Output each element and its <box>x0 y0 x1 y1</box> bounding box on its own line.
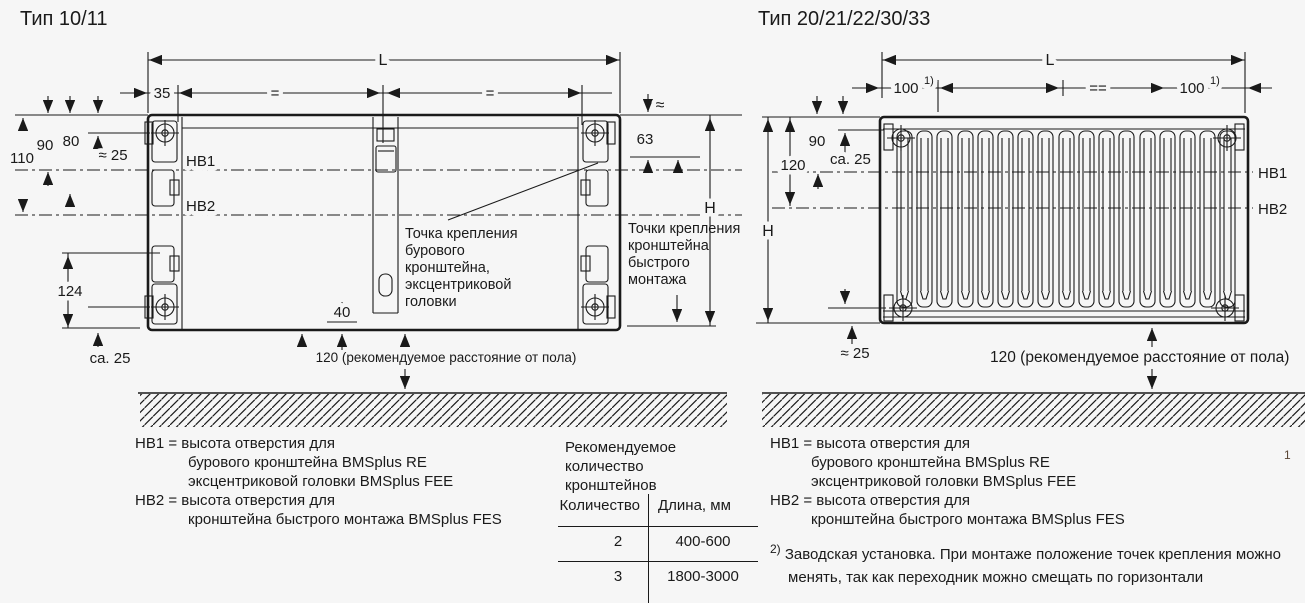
table-title: Рекомендуемое количество кронштейнов <box>565 439 677 494</box>
footnote2-marker: 2) <box>770 542 781 556</box>
dim-approx-label: ≈ <box>655 97 665 114</box>
dim-63-label: 63 <box>636 131 654 148</box>
footnote-2 <box>770 538 1281 589</box>
dim-40-label: 40 <box>333 304 351 321</box>
dim-ca25-label: ca. 25 <box>89 350 131 367</box>
callout-leader-line <box>448 163 598 220</box>
dim-H-label: H <box>762 223 774 240</box>
note-line: бурового кронштейна BMSplus RE <box>811 454 1050 471</box>
note-line: кронштейна быстрого монтажа BMSplus FES <box>188 511 502 528</box>
note-line: HB2 = высота отверстия для <box>770 492 970 509</box>
dim-90-label: 90 <box>36 137 54 154</box>
table-rule <box>558 561 758 562</box>
table-cell: 2 <box>613 533 623 550</box>
svg-text:монтажа: монтажа <box>628 272 687 288</box>
dim-ca25-label: ca. 25 <box>830 151 871 168</box>
table-rule <box>558 526 758 527</box>
svg-text:кронштейна: кронштейна <box>628 238 709 254</box>
svg-text:Точки крепления: Точки крепления <box>628 221 741 237</box>
dim-approx25-label: ≈ 25 <box>98 147 128 164</box>
callout-drill-bracket <box>405 226 518 310</box>
left-bracket-column <box>145 120 179 324</box>
floor-distance-note: 120 (рекомендуемое расстояние от пола) <box>315 350 577 365</box>
footnote2-line: менять, так как переходник можно смещать по горизонтали <box>788 569 1204 586</box>
dim-left-stack <box>23 96 98 212</box>
screw-icon <box>151 294 179 320</box>
dim-120-label: 120 <box>780 157 806 174</box>
note-line: HB1 = высота отверстия для <box>135 435 335 452</box>
table-header-length: Длина, мм <box>658 497 731 514</box>
footnote1-marker: 1) <box>924 75 934 87</box>
dim-bottom-left <box>68 253 342 350</box>
hb1-label: HB1 <box>1258 165 1288 182</box>
dim-100-label: 100 <box>893 80 919 97</box>
svg-text:эксцентриковой: эксцентриковой <box>405 277 512 293</box>
ground-hatch <box>762 393 1305 427</box>
table-cell: 1800-3000 <box>667 568 739 585</box>
screw-icon <box>151 120 179 146</box>
table-header-count: Количество <box>559 497 640 514</box>
hb2-label: HB2 <box>186 198 216 215</box>
dim-equal-label: = <box>270 85 280 102</box>
note-line: эксцентриковой головки BMSplus FEE <box>188 473 454 490</box>
table-cell: 3 <box>613 568 623 585</box>
dim-100-label: 100 <box>1179 80 1205 97</box>
hb1-label: HB1 <box>186 153 216 170</box>
note-line: кронштейна быстрого монтажа BMSplus FES <box>811 511 1125 528</box>
bracket-count-table <box>548 437 765 603</box>
corner-fixings <box>884 124 1244 321</box>
screw-icon <box>581 294 609 320</box>
svg-text:кронштейна,: кронштейна, <box>405 260 490 276</box>
page-edge-note: 1 <box>1284 448 1291 462</box>
note-line: HB1 = высота отверстия для <box>770 435 970 452</box>
svg-text:бурового: бурового <box>405 243 465 259</box>
footnote2-line: Заводская установка. При монтаже положение точек крепления можно <box>784 546 1282 563</box>
dim-90-label: 90 <box>808 133 826 150</box>
dim-80-label: 80 <box>62 133 80 150</box>
footnote1-marker: 1) <box>1210 75 1220 87</box>
dim-L-label: L <box>1045 52 1055 69</box>
dim-right-stack <box>620 94 742 326</box>
dim-approx25-label: ≈ 25 <box>840 345 870 362</box>
bracket-note-right <box>770 434 1125 529</box>
dim-equalequal-label: == <box>1089 80 1107 97</box>
radiator-fins <box>897 131 1235 307</box>
right-radiator-body <box>880 117 1248 323</box>
dim-left-stack <box>768 96 845 323</box>
left-radiator-body <box>148 115 620 330</box>
svg-text:быстрого: быстрого <box>628 255 690 271</box>
note-line: HB2 = высота отверстия для <box>135 492 335 509</box>
left-diagram-title: Тип 10/11 <box>20 8 108 30</box>
note-line: эксцентриковой головки BMSplus FEE <box>811 473 1077 490</box>
extension-lines <box>756 52 1245 323</box>
right-diagram-svg <box>750 40 1305 435</box>
dim-equal-label: = <box>485 85 495 102</box>
right-diagram-title: Тип 20/21/22/30/33 <box>758 8 931 30</box>
dim-H-label: H <box>704 200 716 217</box>
screw-icon <box>581 120 609 146</box>
floor-distance-note: 120 (рекомендуемое расстояние от пола) <box>990 349 1290 366</box>
note-line: бурового кронштейна BMSplus RE <box>188 454 427 471</box>
callout-quick-bracket <box>628 221 740 288</box>
dim-L-label: L <box>378 52 388 69</box>
ground-hatch <box>138 393 727 427</box>
hb-axis-lines <box>15 170 742 215</box>
dim-110-label: 110 <box>10 150 34 167</box>
bracket-note-left <box>135 434 502 529</box>
right-bracket-column <box>581 120 615 324</box>
table-column-divider <box>648 494 649 603</box>
dim-35-label: 35 <box>153 85 171 102</box>
svg-text:головки: головки <box>405 294 457 310</box>
dim-124-label: 124 <box>57 283 83 300</box>
table-cell: 400-600 <box>675 533 731 550</box>
svg-text:Точка крепления: Точка крепления <box>405 226 518 242</box>
hb2-label: HB2 <box>1258 201 1288 218</box>
left-diagram-svg <box>0 40 750 435</box>
